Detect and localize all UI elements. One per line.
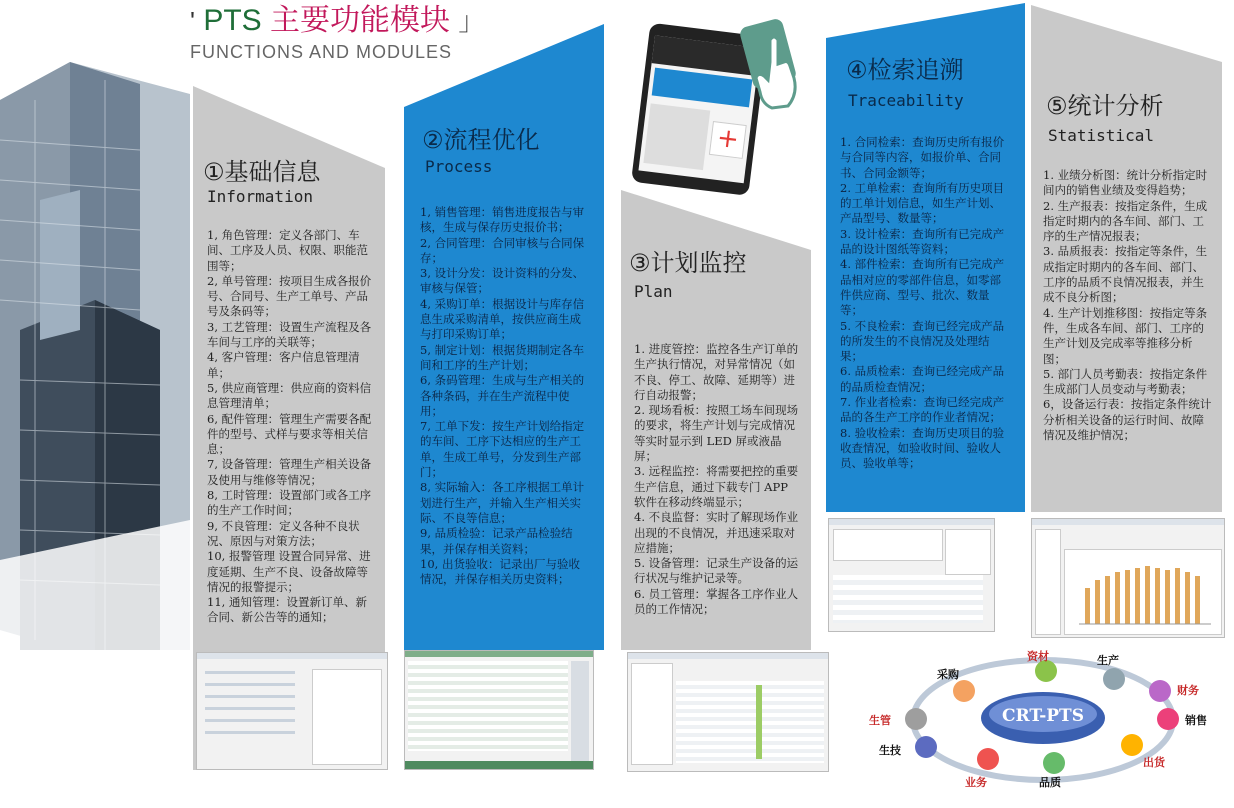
phone-keypad <box>643 103 710 170</box>
panel-3-list <box>634 342 802 617</box>
list-item: 2. 现场看板：按照工场车间现场的要求，将生产计划与完成情况等实时显示到 LED 屏或液晶屏； <box>634 403 799 464</box>
thumbnail-statusbar <box>405 761 593 769</box>
panel-3-title: ③计划监控 <box>629 249 747 277</box>
finance-icon <box>1149 680 1171 702</box>
list-item: 2, 合同管理：合同审核与合同保存； <box>420 235 585 265</box>
screenshot-thumbnail-2 <box>404 650 594 770</box>
thumbnail-row <box>205 719 295 722</box>
list-item: 8, 工时管理：设置部门或各工序的生产工作时间； <box>207 488 372 518</box>
thumbnail-chart-area <box>1064 549 1222 635</box>
tap-hand-icon <box>736 18 812 116</box>
list-item: 10, 报警管理 设置合同异常、进度延期、生产不良、设备故障等情况的报警提示； <box>207 549 371 594</box>
screenshot-thumbnail-3 <box>627 652 829 772</box>
thumbnail-row <box>205 731 295 734</box>
list-item: 10, 出货验收：记录出厂与验收情况，并保存相关历史资料； <box>420 556 580 587</box>
title-main: 主要功能模块 <box>270 4 451 37</box>
shipping-icon <box>1121 734 1143 756</box>
procurement-icon <box>953 680 975 702</box>
list-item: 3. 品质报表：按指定等条件，生成指定时期内的各车间、部门、工序的品质不良情况报表，并生成不良分析图； <box>1043 244 1208 305</box>
list-item: 3. 远程监控：将需要把控的重要生产信息，通过下载专门 APP 软件在移动终端显示； <box>634 464 799 509</box>
thumbnail-tree <box>1035 529 1061 635</box>
bracket-right: 」 <box>458 6 485 36</box>
thumbnail-bar-chart <box>1065 550 1221 634</box>
thumbnail-sidepanel <box>945 529 991 575</box>
list-item: 5, 供应商管理：供应商的资料信息管理清单； <box>207 380 372 411</box>
screenshot-thumbnail-1 <box>196 652 388 770</box>
list-item: 7, 工单下发：按生产计划给指定的车间、工序下达相应的生产工单，生成工单号，分发到生产部门； <box>420 419 585 480</box>
engineering-icon <box>915 736 937 758</box>
hub-node-label: 品质 <box>1039 776 1061 789</box>
list-item: 5, 制定计划：根据货期制定各车间和工序的生产计划； <box>420 342 585 372</box>
list-item: 6, 条码管理：生成与生产相关的各种条码，并在生产流程中使用； <box>420 373 585 418</box>
panel-1-list <box>207 228 377 626</box>
panel-5-title: ⑤统计分析 <box>1046 92 1164 120</box>
list-item: 1, 销售管理：销售进度报告与审核，生成与保存历史报价书； <box>420 205 585 235</box>
list-item: 3, 设计分发：设计资料的分发、审核与保管； <box>420 266 585 296</box>
screenshot-thumbnail-4 <box>828 518 995 632</box>
list-item: 1, 角色管理：定义各部门、车间、工序及人员、权限、职能范围等； <box>207 228 368 273</box>
list-item: 1. 业绩分析图：统计分析指定时间内的销售业绩及变得趋势； <box>1043 168 1208 198</box>
list-item: 5. 部门人员考勤表：按指定条件生成部门人员变动与考勤表； <box>1043 366 1208 397</box>
list-item: 3, 工艺管理：设置生产流程及各车间与工序的关联等； <box>207 319 372 350</box>
thumbnail-row <box>205 671 295 674</box>
screenshot-thumbnail-5 <box>1031 518 1225 638</box>
list-item: 4. 生产计划推移图：按指定等条件，生成各车间、部门、工序的生产计划及完成率等推移分析图； <box>1043 305 1208 366</box>
panel-4-list <box>840 135 1010 472</box>
panel-2-title: ②流程优化 <box>422 126 540 154</box>
title-prefix: PTS <box>203 4 262 37</box>
list-item: 6. 品质检索：查询已经完成产品的品质检查情况； <box>840 364 1005 394</box>
hub-node-label: 生技 <box>879 744 901 757</box>
thumbnail-row <box>205 695 295 698</box>
panel-2-subtitle: Process <box>425 157 493 176</box>
hub-node-label: 销售 <box>1185 714 1207 727</box>
hub-node-label: 财务 <box>1177 684 1199 697</box>
thumbnail-row <box>205 683 295 686</box>
list-item: 6，设备运行表：按指定条件统计分析相关设备的运行时间、故障情况及维护情况； <box>1043 397 1212 443</box>
thumbnail-toolbar <box>197 653 387 659</box>
list-item: 4. 部件检索：查询所有已完成产品相对应的零部件信息，如零部件供应商、型号、批次、数量等； <box>840 257 1005 318</box>
page-subtitle: FUNCTIONS AND MODULES <box>190 42 453 62</box>
production-control-icon <box>905 708 927 730</box>
list-item: 5. 设备管理：记录生产设备的运行状况与维护记录等。 <box>634 556 799 586</box>
thumbnail-list <box>312 669 382 765</box>
bracket-left: ' <box>190 6 195 36</box>
hub-node-label: 生管 <box>869 714 891 727</box>
list-item: 9, 不良管理：定义各种不良状况、原因与对策方法； <box>207 518 360 548</box>
hub-node-label: 采购 <box>937 668 959 681</box>
list-item: 7. 作业者检索：查询已经完成产品的各生产工序的作业者情况； <box>840 395 1005 425</box>
hub-center-label: CRT-PTS <box>1002 706 1084 726</box>
list-item: 2, 单号管理：按项目生成各报价号、合同号、生产工单号、产品号及条码等； <box>207 273 372 319</box>
list-item: 11, 通知管理：设置新订单、新合同、新公告等的通知； <box>207 595 367 625</box>
list-item: 9, 品质检验：记录产品检验结果，并保存相关资料； <box>420 526 573 556</box>
list-item: 4, 采购订单：根据设计与库存信息生成采购清单，按供应商生成与打印采购订单； <box>420 296 585 342</box>
thumbnail-table <box>833 575 983 623</box>
list-item: 4. 不良监督：实时了解现场作业出现的不良情况，并迅速采取对应措施； <box>634 510 799 555</box>
hub-node-label: 业务 <box>965 776 987 789</box>
list-item: 2. 生产报表：按指定条件，生成指定时期内的各车间、部门、工序的生产情况报表； <box>1043 198 1208 244</box>
list-item: 1. 进度管控：监控各生产订单的生产执行情况，对异常情况（如不良、停工、故障、延期等）进行自动报警； <box>634 342 799 402</box>
panel-4-title: ④检索追溯 <box>846 56 964 84</box>
list-item: 7, 设备管理：管理生产相关设备及使用与维修等情况； <box>207 457 372 487</box>
panel-1-title: ①基础信息 <box>203 158 321 186</box>
panel-1-subtitle: Information <box>207 187 313 206</box>
sales-icon <box>1157 708 1179 730</box>
thumbnail-form <box>833 529 943 561</box>
panel-3-subtitle: Plan <box>634 282 673 301</box>
crt-pts-hub-diagram <box>865 648 1225 798</box>
quality-icon <box>1043 752 1065 774</box>
list-item: 2. 工单检索：查询所有历史项目的工单计划信息，如生产计划、产品型号、数量等； <box>840 180 1005 226</box>
hub-node-label: 出货 <box>1143 756 1165 769</box>
business-icon <box>977 748 999 770</box>
thumbnail-row <box>205 707 295 710</box>
list-item: 8. 验收检索：查询历史项目的验收查情况，如验收时间、验收人员、验收单等； <box>840 425 1005 471</box>
hub-node-label: 生产 <box>1097 654 1119 667</box>
thumbnail-sidebar <box>571 661 589 761</box>
thumbnail-toolbar <box>1032 519 1224 525</box>
panel-4-subtitle: Traceability <box>848 91 964 110</box>
list-item: 3. 设计检索：查询所有已完成产品的设计图纸等资料； <box>840 226 1005 257</box>
thumbnail-toolbar <box>405 651 593 657</box>
panel-5-list <box>1043 168 1213 443</box>
panel-5-subtitle: Statistical <box>1048 126 1154 145</box>
thumbnail-tree <box>631 663 673 765</box>
thumbnail-table <box>676 681 824 763</box>
production-icon <box>1103 668 1125 690</box>
thumbnail-toolbar <box>829 519 994 525</box>
thumbnail-toolbar <box>628 653 828 659</box>
panel-2-list <box>420 205 585 587</box>
thumbnail-table <box>408 661 568 751</box>
list-item: 1. 合同检索：查询历史所有报价与合同等内容，如报价单、合同书、合同金额等； <box>840 135 1005 180</box>
plus-button: + <box>709 121 747 159</box>
list-item: 5. 不良检索：查询已经完成产品的所发生的不良情况及处理结果； <box>840 318 1005 364</box>
list-item: 4, 客户管理：客户信息管理清单； <box>207 350 360 380</box>
list-item: 6. 员工管理：掌握各工序作业人员的工作情况； <box>634 586 799 617</box>
building-illustration <box>0 62 190 650</box>
hub-node-label: 资材 <box>1027 650 1049 663</box>
list-item: 6, 配件管理：管理生产需要各配件的型号、式样与要求等相关信息； <box>207 411 372 457</box>
list-item: 8, 实际输入：各工序根据工单计划进行生产，并输入生产相关实际、不良等信息； <box>420 480 585 525</box>
thumbnail-status-column <box>756 685 762 759</box>
